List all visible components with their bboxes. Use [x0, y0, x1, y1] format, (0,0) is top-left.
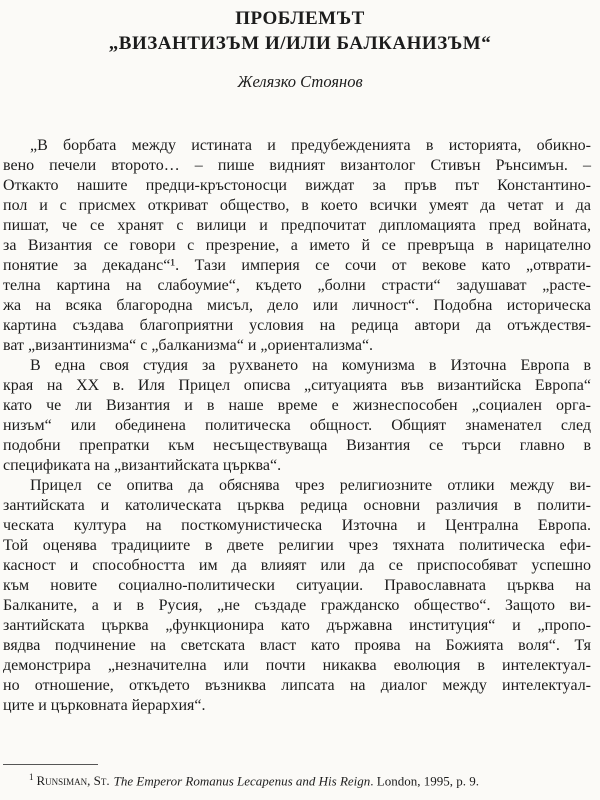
footnote-rule — [3, 764, 98, 765]
text-line: вядва подчинение на светската власт като проява на Божията воля“. Тя — [3, 637, 591, 654]
page-title-line2: „ВИЗАНТИЗЪМ И/ИЛИ БАЛКАНИЗЪМ“ — [108, 33, 492, 54]
text-line: Той оценява традициите в двете религии чрез тяхната политическа ефи- — [3, 537, 591, 554]
text-line: края на ХХ в. Иля Прицел описва „ситуацията във византийска Европа“ — [3, 377, 591, 394]
text-line: картина създава благоприятни условия на редица автори да отъждествя- — [3, 317, 591, 334]
text-line: В една своя студия за рухването на комунизма в Източна Европа в — [30, 357, 591, 374]
text-line: подобни препратки към несъществуваща Византия се търси главно в — [3, 437, 591, 454]
text-line: демонстрира „незначителна или почти никаква еволюция в интелектуал- — [3, 657, 591, 674]
text-line: низъм“ или обединена политическа общност. Общият знаменател след — [3, 417, 591, 434]
text-line: зантийската и католическата църква редица основни различия в полити- — [3, 497, 591, 514]
text-line: вено печели второто… – пише видният византолог Стивън Рънсимън. – — [3, 157, 591, 174]
text-line: за Византия се говори с презрение, а името й се превръща в нарицателно — [3, 237, 591, 254]
paragraph — [3, 136, 591, 356]
footnote-text — [3, 769, 591, 789]
text-line: към новите социално-политически ситуации. Православната църква на — [3, 577, 591, 594]
footnote — [3, 764, 591, 789]
body-text — [3, 136, 591, 716]
page-title — [0, 6, 600, 56]
text-line: зантийската църква „функционира като държавна институция“ и „пропо- — [3, 617, 591, 634]
paragraph — [3, 356, 591, 476]
text-line: ческата култура на посткомунистическа Източна и Централна Европа. — [3, 517, 591, 534]
text-line: като че ли Византия и в наше време е жизнеспособен „социален орга- — [3, 397, 591, 414]
text-line: пол и с присмех откриват общество, в което всички умеят да четат и да — [3, 197, 591, 214]
text-line: пишат, че се хранят с вилици и предпочитат дипломацията пред войната, — [3, 217, 591, 234]
text-line: касност и способността им да влияят или да се приспособяват успешно — [3, 557, 591, 574]
footnote-author: Runsiman, St. — [36, 773, 110, 789]
text-line: телна картина на слабоумие“, където „болни страсти“ задушават „расте- — [3, 277, 591, 294]
footnote-marker: 1 — [29, 772, 34, 782]
text-line: ват „византинизма“ с „балканизма“ и „ориентализма“. — [3, 337, 374, 354]
footnote-tail: . London, 1995, p. 9. — [370, 773, 479, 789]
text-line: ците и църковната йерархия“. — [3, 697, 206, 714]
footnote-title: The Emperor Romanus Lecapenus and His Reign — [113, 773, 371, 789]
text-line: Прицел се опитва да обяснява чрез религиозните отлики между ви- — [30, 477, 591, 494]
text-line: понятие за декаданс“¹. Тази империя се сочи от векове като „отврати- — [3, 257, 591, 274]
text-line: Балканите, а и в Русия, „не създаде гражданско общество“. Защото ви- — [3, 597, 591, 614]
text-line: Откакто нашите предци-кръстоносци виждат за пръв път Константино- — [3, 177, 591, 194]
text-line: жа на всяка благородна мисъл, дело или личност“. Подобна историческа — [3, 297, 591, 314]
page-title-line1: ПРОБЛЕМЪТ — [235, 8, 365, 29]
text-line: „В борбата между истината и предубежденията в историята, обикно- — [30, 137, 591, 154]
text-line: спецификата на „византийската църква“. — [3, 457, 282, 474]
text-line: но отношение, откъдето възниква липсата на диалог между интелектуал- — [3, 677, 591, 694]
author-name: Желязко Стоянов — [237, 72, 363, 91]
paragraph — [3, 476, 591, 716]
